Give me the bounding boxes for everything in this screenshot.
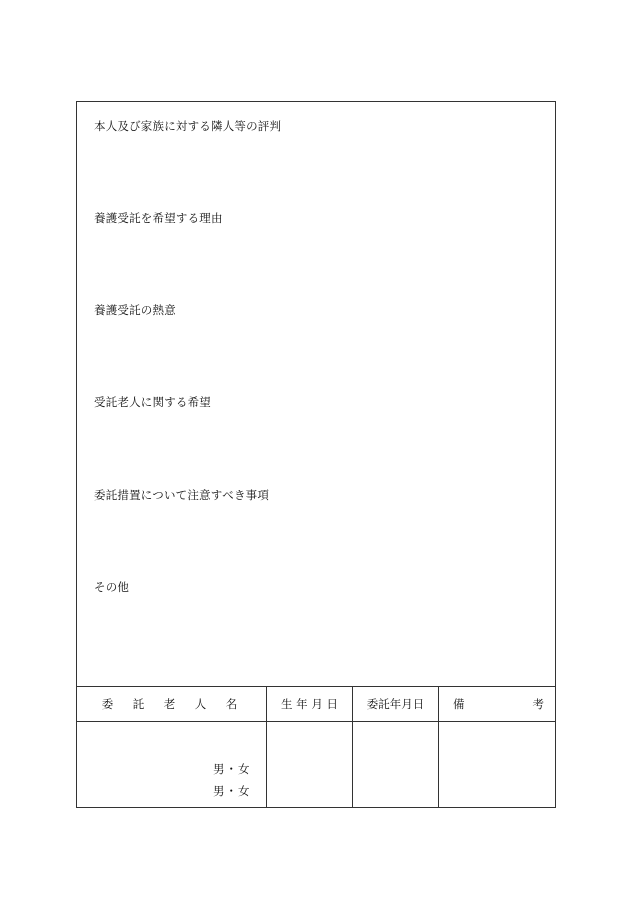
header-remarks [439, 687, 556, 721]
header-birth-date: 生 年 月 日 [281, 697, 338, 711]
section-preferences-label: 受託老人に関する希望 [94, 395, 211, 409]
table-header-divider [77, 721, 555, 722]
section-other-label: その他 [94, 580, 130, 594]
section-enthusiasm-label: 養護受託の熱意 [94, 303, 176, 317]
section-notes-label: 委託措置について注意すべき事項 [94, 488, 270, 502]
report-form [76, 101, 556, 808]
header-remarks-left: 備 [453, 697, 465, 711]
header-elder-name: 委 託 老 人 名 [101, 697, 242, 711]
sex-option-1: 男・女 [213, 762, 251, 776]
section-neighbor-reputation-label: 本人及び家族に対する隣人等の評判 [94, 119, 282, 133]
section-reason-label: 養護受託を希望する理由 [94, 211, 223, 225]
header-remarks-right: 考 [532, 697, 544, 711]
header-commission-date: 委託年月日 [366, 697, 425, 711]
sex-option-2: 男・女 [213, 784, 251, 798]
